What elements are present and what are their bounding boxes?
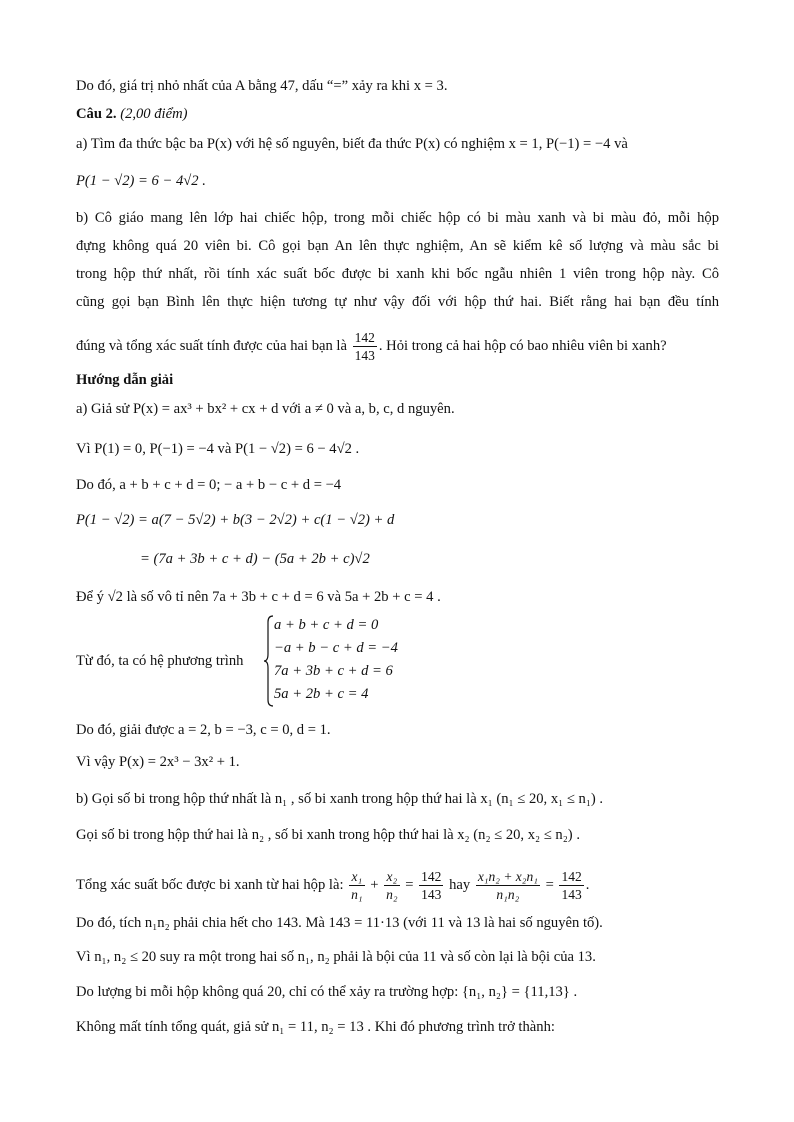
solution-step-15: Do lượng bi mỗi hộp không quá 20, chỉ có thể xảy ra trường hợp: {n₁, n₂} = {11,13} . [76, 984, 578, 1000]
part-b-statement-line-5 [76, 330, 667, 363]
solution-step-13: Do đó, tích n₁n₂ phải chia hết cho 143. Mà 143 = 11·13 (với 11 và 13 là hai số nguyên tố). [76, 915, 603, 931]
solution-step-8: Do đó, giải được a = 2, b = −3, c = 0, d = 1. [76, 722, 331, 738]
equals-sign-1: = [405, 876, 414, 893]
fraction-x1-numerator: x₁ [349, 869, 364, 886]
fraction-142-143-second [559, 869, 583, 902]
system-equation-4: 5a + 2b + c = 4 [274, 686, 369, 702]
solution-step-11: Gọi số bi trong hộp thứ hai là n₂ , số bi xanh trong hộp thứ hai là x₂ (n₂ ≤ 20, x₂ ≤ n₂) . [76, 827, 580, 843]
fraction-x2-numerator: x₂ [384, 869, 399, 886]
question-2-title: Câu 2. [76, 106, 117, 122]
part-b-line-5-question: . Hỏi trong cả hai hộp có bao nhiêu viên bi xanh? [378, 337, 667, 354]
system-equation-1: a + b + c + d = 0 [274, 617, 379, 633]
equals-sign-2: = [545, 876, 554, 893]
fraction-denominator: 143 [354, 348, 375, 363]
fraction-x1-n1 [349, 869, 364, 902]
fraction-x2-n2 [384, 869, 399, 902]
fraction-142-numerator-second: 142 [561, 869, 582, 884]
plus-sign: + [370, 876, 379, 893]
equation-system [262, 614, 402, 708]
part-a-statement-line-1: a) Tìm đa thức bậc ba P(x) với hệ số nguyên, biết đa thức P(x) có nghiệm x = 1, P(−1) = −4 và [76, 136, 628, 152]
system-intro: Từ đó, ta có hệ phương trình [76, 653, 244, 669]
solution-step-4: P(1 − √2) = a(7 − 5√2) + b(3 − 2√2) + c(1 − √2) + d [76, 512, 395, 528]
fraction-143-denominator-second: 143 [561, 887, 582, 902]
sentence-end-period: . [585, 876, 590, 893]
part-b-statement-line-4: cũng gọi bạn Bình lên thực hiện tương tự như vậy đối với hộp thứ hai. Biết rằng hai bạn đều tính [76, 294, 719, 310]
question-2-points: (2,00 điểm) [120, 106, 188, 122]
solution-step-10: b) Gọi số bi trong hộp thứ nhất là n₁ , số bi xanh trong hộp thứ hai là x₁ (n₁ ≤ 20, x₁ ≤ n₁) . [76, 791, 604, 807]
fraction-143-denominator: 143 [421, 887, 442, 902]
probability-fraction [353, 330, 377, 363]
solution-step-2: Vì P(1) = 0, P(−1) = −4 và P(1 − √2) = 6 − 4√2 . [76, 441, 360, 457]
part-b-statement-line-3: trong hộp thứ nhất, rồi tính xác suất bốc được bi xanh khi bốc ngẫu nhiên 1 viên trong hộp này. Cô [76, 266, 719, 282]
solution-step-12 [76, 869, 589, 902]
fraction-x2-denominator: n₂ [386, 887, 398, 902]
fraction-142-143 [419, 869, 443, 902]
question-2-heading [76, 105, 187, 123]
solution-step-6: Để ý √2 là số vô tỉ nên 7a + 3b + c + d = 6 và 5a + 2b + c = 4 . [76, 589, 441, 605]
solution-step-3: Do đó, a + b + c + d = 0; − a + b − c + d = −4 [76, 477, 342, 493]
fraction-numerator: 142 [354, 330, 375, 345]
hay-word: hay [449, 876, 471, 893]
min-value-conclusion: Do đó, giá trị nhỏ nhất của A bằng 47, dấu “=” xảy ra khi x = 3. [76, 78, 448, 94]
system-equation-2: −a + b − c + d = −4 [274, 640, 398, 656]
solution-step-9: Vì vậy P(x) = 2x³ − 3x² + 1. [76, 754, 240, 770]
fraction-142-numerator: 142 [421, 869, 442, 884]
fraction-combined [476, 869, 540, 902]
solution-step-1: a) Giả sử P(x) = ax³ + bx² + cx + d với a ≠ 0 và a, b, c, d nguyên. [76, 401, 455, 417]
part-b-statement-line-1: b) Cô giáo mang lên lớp hai chiếc hộp, trong mỗi chiếc hộp có bi màu xanh và bi màu đỏ, mỗi hộp [76, 210, 719, 226]
solution-step-14: Vì n₁, n₂ ≤ 20 suy ra một trong hai số n₁, n₂ phải là bội của 11 và số còn lại là bội của 13. [76, 949, 596, 965]
sum-probability-text: Tổng xác suất bốc được bi xanh từ hai hộp là: [76, 876, 344, 893]
fraction-combined-denominator: n₁n₂ [496, 887, 520, 902]
system-equation-3: 7a + 3b + c + d = 6 [274, 663, 393, 679]
solution-heading: Hướng dẫn giải [76, 372, 174, 388]
solution-step-16: Không mất tính tổng quát, giả sử n₁ = 11, n₂ = 13 . Khi đó phương trình trở thành: [76, 1019, 555, 1035]
part-b-statement-line-2: đựng không quá 20 viên bi. Cô gọi bạn An lên thực nghiệm, An sẽ kiểm kê số lượng và màu sắc bi [76, 238, 719, 254]
part-b-line-5-text: đúng và tổng xác suất tính được của hai bạn là [76, 337, 347, 354]
fraction-x1-denominator: n₁ [351, 887, 363, 902]
solution-step-5: = (7a + 3b + c + d) − (5a + 2b + c)√2 [140, 551, 370, 567]
part-a-statement-line-2: P(1 − √2) = 6 − 4√2 . [76, 173, 206, 189]
fraction-combined-numerator: x₁n₂ + x₂n₁ [477, 869, 538, 884]
